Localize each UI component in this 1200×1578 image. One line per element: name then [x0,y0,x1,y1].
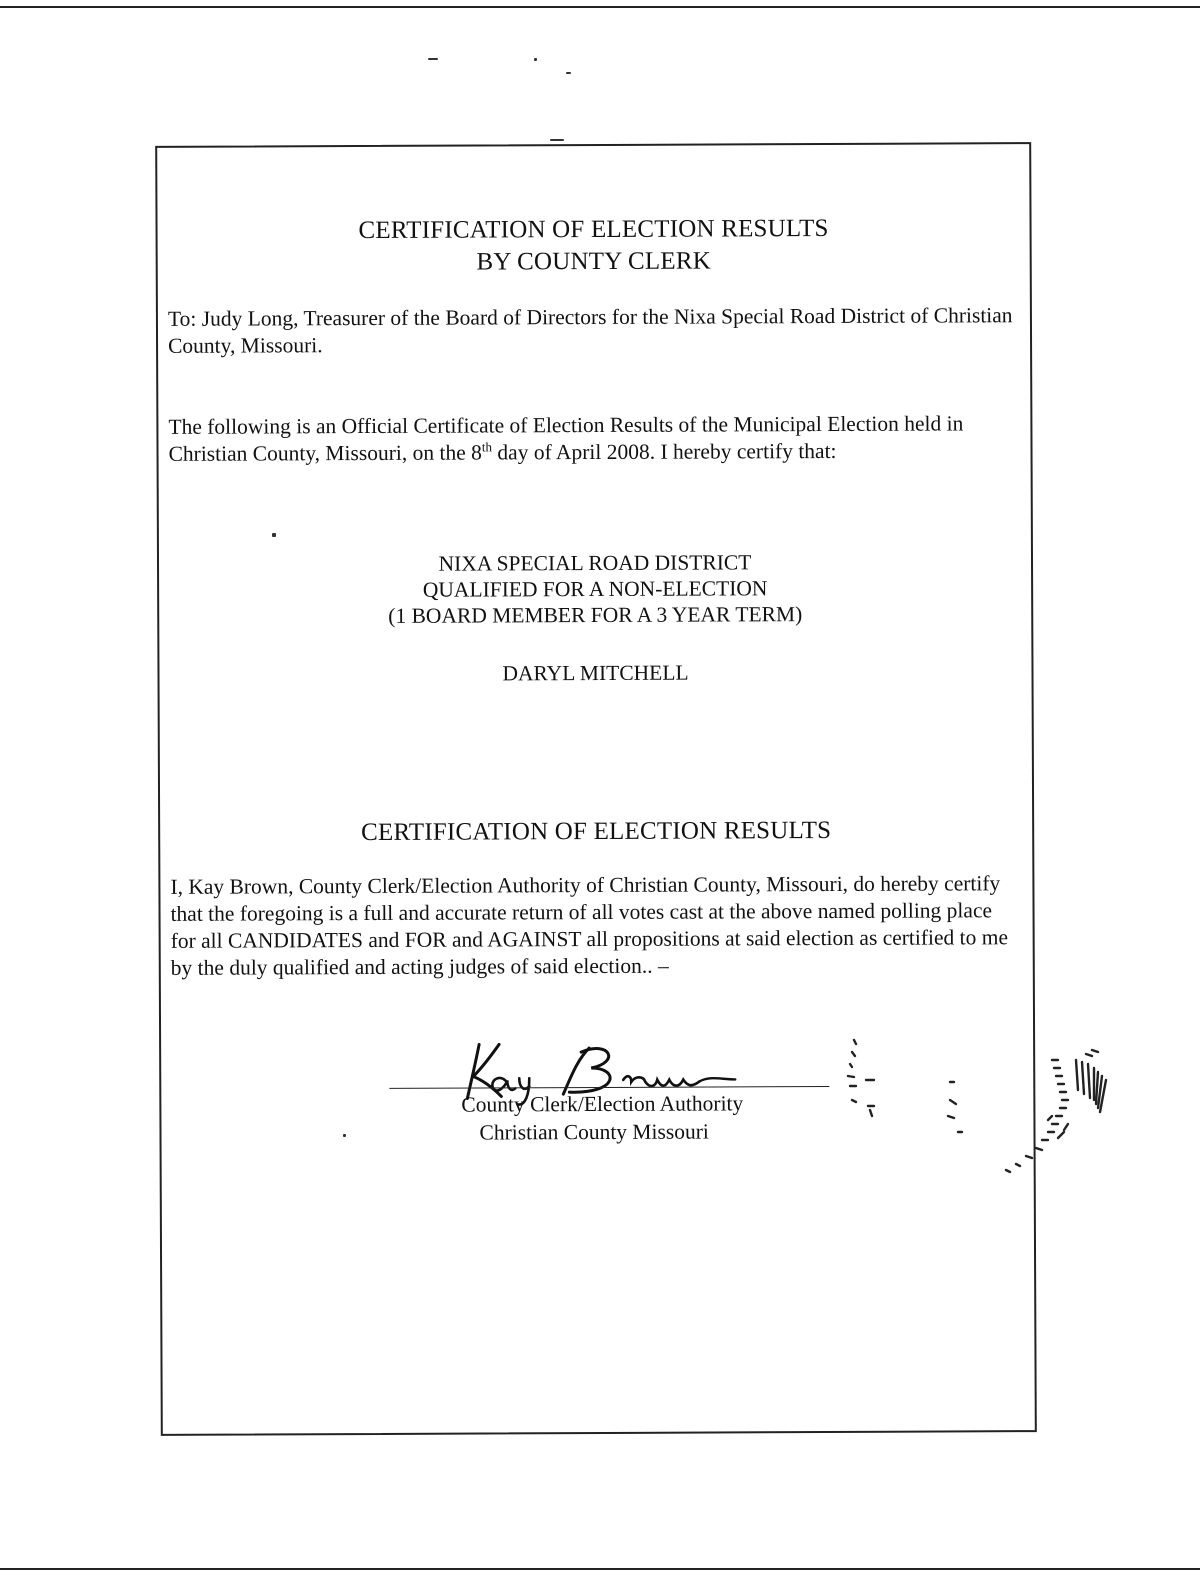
signer-county: Christian County Missouri [479,1119,709,1145]
scan-bottom-edge [0,1568,1200,1570]
title-line-1: CERTIFICATION OF ELECTION RESULTS [358,214,829,245]
district-status: QUALIFIED FOR A NON-ELECTION [422,576,768,602]
district-name: NIXA SPECIAL ROAD DISTRICT [438,550,752,576]
addressee-paragraph: To: Judy Long, Treasurer of the Board of Directors for the Nixa Special Road District of Christian County, Missouri. [167,303,1013,358]
scan-speck [428,58,438,60]
intro-paragraph [168,410,1018,468]
certificate-frame [155,142,1037,1436]
certification-text: I, Kay Brown, County Clerk/Election Authority of Christian County, Missouri, do hereby certify that the foregoing is a full and accurate return of all votes cast at the above named polling place for all CANDIDATES and FOR and AGAINST all propositions at said election as certified to me by the duly qualified and acting judges of said election.. [170,871,1009,980]
seal-stamp-mark [830,1020,1130,1220]
intro-ordinal-suffix: th [481,439,493,455]
candidate-name: DARYL MITCHELL [502,660,689,686]
title-line-2: BY COUNTY CLERK [476,247,711,276]
signer-title: County Clerk/Election Authority [461,1091,744,1117]
district-term: (1 BOARD MEMBER FOR A 3 YEAR TERM) [388,602,803,628]
section-title: CERTIFICATION OF ELECTION RESULTS [361,816,832,847]
district-block [159,548,1031,630]
scan-speck [534,58,537,61]
dash-mark: – [657,953,669,978]
intro-text-end: day of April 2008. I hereby certify that: [491,438,837,465]
certification-paragraph [170,870,1020,982]
scan-speck [550,139,564,141]
scan-top-edge [0,6,1200,8]
scan-speck [566,72,571,74]
intro-text: The following is an Official Certificate of Election Results of the Municipal Election held in Christian County, Missouri, on the 8 [168,411,964,466]
signer-block [461,1089,743,1146]
certificate-title [157,212,1029,280]
